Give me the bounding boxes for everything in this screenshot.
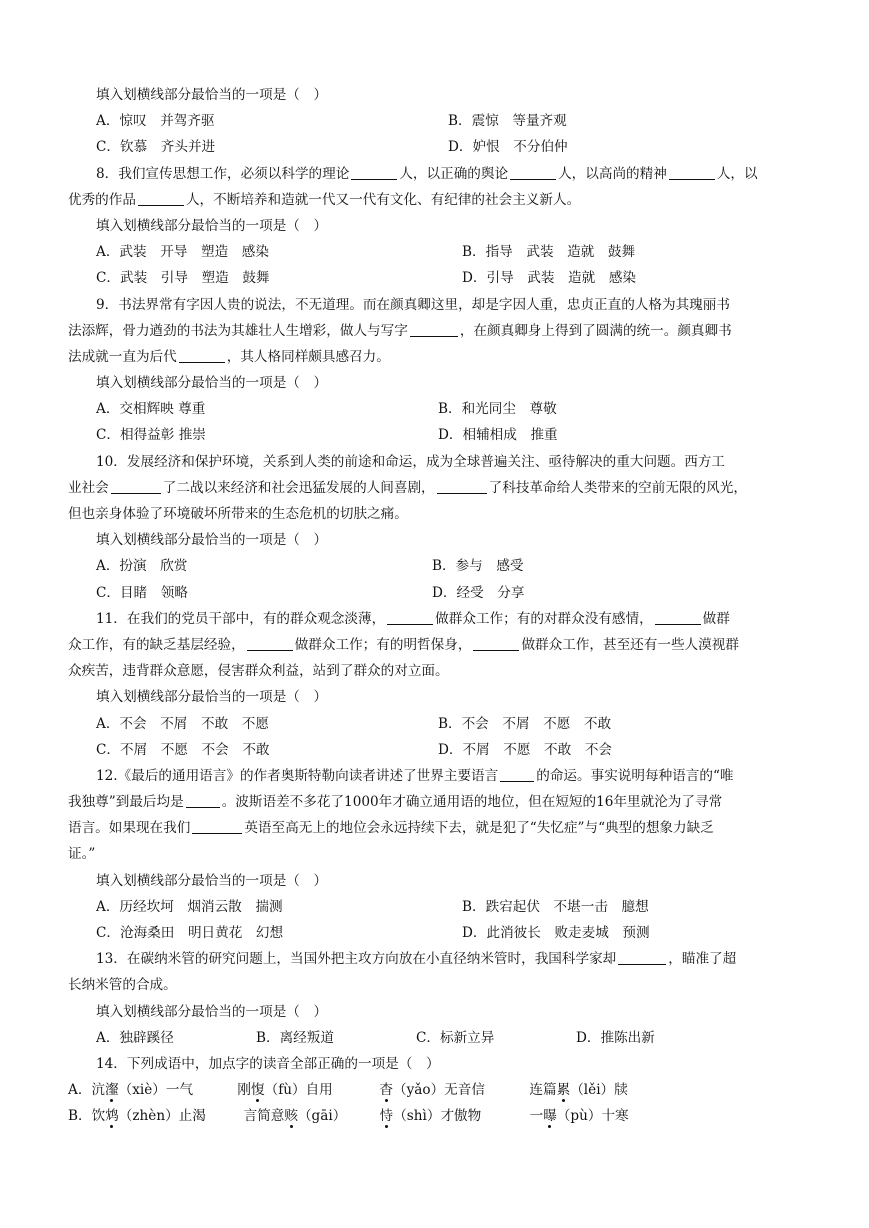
q8-options-row2	[68, 265, 806, 291]
q7-options-row2	[68, 134, 806, 160]
q12-option-c: C．沧海桑田 明日黄花 幻想	[96, 925, 284, 941]
idiom-text: （pù）十寒	[556, 1108, 629, 1125]
q9-text: ，在颜真卿身上得到了圆满的统一。颜真卿书	[459, 322, 732, 339]
idiom-text: 饮	[91, 1108, 106, 1125]
q10-prompt: 填入划横线部分最恰当的一项是（ ）	[96, 532, 328, 549]
q7-option-d: D．妒恨 不分伯仲	[448, 139, 568, 156]
q13-text: ，瞄准了超	[668, 951, 737, 968]
q13-option-d: D．推陈出新	[576, 1029, 655, 1046]
q10-text: 了科技革命给人类带来的空前无限的风光，	[488, 479, 747, 496]
q11-option-a: A．不会 不屑 不敢 不愿	[96, 715, 269, 732]
q11-options-row1	[68, 711, 806, 737]
q7-option-b: B．震惊 等量齐观	[448, 113, 567, 130]
idiom-text: （shì）才傲物	[393, 1108, 482, 1125]
idiom-item	[237, 1077, 379, 1103]
q12-stem-line4: 证。”	[68, 846, 96, 863]
q8-text: 8．我们宣传思想工作，必须以科学的理论	[96, 165, 350, 182]
q8-prompt: 填入划横线部分最恰当的一项是（ ）	[96, 217, 328, 234]
blank	[111, 477, 161, 494]
q12-text: 。波斯语差不多花了1000年才确立通用语的地位，但在短短的16年里就沦为了寻常	[221, 794, 723, 811]
idiom-item	[529, 1077, 627, 1103]
dotted-char: 曝	[543, 1108, 557, 1125]
q12-text: 英语至高无上的地位会永远持续下去，就是犯了“失忆症”与“典型的想象力缺乏	[244, 820, 714, 837]
q8-stem-line1	[68, 161, 806, 187]
blank	[437, 477, 487, 494]
q11-stem-line3: 众疾苦，违背群众意愿，侵害群众利益，站到了群众的对立面。	[68, 663, 449, 680]
q13-options-row	[68, 1025, 806, 1051]
q9-stem-line2	[68, 318, 806, 344]
dotted-char: 鸩	[105, 1108, 119, 1125]
q7-option-c: C．钦慕 齐头并进	[96, 139, 216, 156]
idiom-item	[92, 1103, 244, 1129]
q11-text: 做群	[702, 610, 730, 627]
q9-option-d: D．相辅相成 推重	[438, 427, 558, 444]
q11-prompt: 填入划横线部分最恰当的一项是（ ）	[96, 689, 328, 706]
idiom-text: （zhèn）止渴	[118, 1108, 206, 1125]
q9-options-row1	[68, 396, 806, 422]
q7-options-row1	[68, 108, 806, 134]
q13-stem-line1	[68, 946, 806, 972]
q12-options-row2	[68, 920, 806, 946]
q11-options-row2	[68, 737, 806, 763]
idiom-text: 一	[529, 1108, 544, 1125]
q10-stem-line1: 10．发展经济和保护环境，关系到人类的前途和命运，成为全球普遍关注、亟待解决的重大问题。西方工	[96, 453, 726, 470]
q10-text: 了二战以来经济和社会迅猛发展的人间喜剧，	[162, 479, 435, 496]
blank	[410, 320, 458, 337]
q12-stem-line1	[68, 763, 806, 789]
q11-option-c: C．不屑 不愿 不会 不敢	[96, 741, 270, 758]
blank	[387, 608, 433, 625]
dotted-char: 累	[556, 1082, 571, 1099]
q8-option-d: D．引导 武装 造就 感染	[462, 270, 637, 287]
dotted-char: 恃	[379, 1108, 394, 1125]
dotted-char: 愎	[251, 1082, 265, 1099]
idiom-text: （gāi）	[297, 1108, 347, 1125]
blank	[500, 765, 534, 782]
blank	[192, 817, 242, 834]
q9-text: 法成就一直为后代	[68, 348, 177, 365]
q8-text: 人，以高尚的精神	[558, 165, 667, 182]
idiom-text: 刚	[237, 1082, 252, 1099]
q12-text: 12.《最后的通用语言》的作者奥斯特勒向读者讲述了世界主要语言	[96, 767, 499, 784]
idiom-item	[379, 1077, 529, 1103]
idiom-text: （lěi）牍	[570, 1082, 628, 1099]
q8-text: 人，以正确的舆论	[399, 165, 509, 182]
idiom-text: （fù）自用	[264, 1082, 333, 1099]
q8-stem-line2	[68, 187, 806, 213]
q9-option-a: A．交相辉映 尊重	[96, 401, 206, 418]
q13-option-b: B．离经叛道	[256, 1029, 334, 1046]
q12-stem-line2	[68, 789, 806, 815]
q10-option-c: C．目睹 领略	[96, 584, 188, 601]
q10-text: 业社会	[68, 479, 109, 496]
q9-prompt: 填入划横线部分最恰当的一项是（ ）	[96, 375, 328, 392]
q8-text: 人，以	[716, 165, 758, 182]
q10-option-d: D．经受 分享	[432, 584, 525, 601]
q7-prompt: 填入划横线部分最恰当的一项是（ ）	[96, 87, 328, 103]
question-list	[68, 82, 806, 1130]
q10-options-row2	[68, 580, 806, 606]
q11-text: 做群众工作；有的明哲保身，	[294, 636, 472, 653]
idiom-text: （xiè）一气	[118, 1082, 194, 1099]
q9-stem-line1: 9．书法界常有字因人贵的说法，不无道理。而在颜真卿这里，却是字因人重，忠贞正直的人格为其瑰丽书	[96, 296, 730, 313]
q13-option-c: C．标新立异	[416, 1029, 495, 1046]
option-label: A．	[68, 1082, 92, 1099]
q10-stem-line3: 但也亲身体验了环境破坏所带来的生态危机的切肤之痛。	[68, 506, 408, 522]
q9-text: 法添辉，骨力遒劲的书法为其雄壮人生增彩，做人与写字	[68, 322, 408, 339]
q10-options-row1	[68, 553, 806, 579]
q14-option-b	[68, 1103, 806, 1129]
idiom-text: 言简意	[243, 1108, 285, 1125]
option-label: B．	[68, 1108, 92, 1125]
blank	[655, 608, 701, 625]
q11-text: 11．在我们的党员干部中，有的群众观念淡薄，	[96, 610, 386, 627]
q9-option-b: B．和光同尘 尊敬	[438, 401, 557, 418]
q12-stem-line3	[68, 815, 806, 841]
q8-options-row1	[68, 239, 806, 265]
idiom-item	[91, 1077, 237, 1103]
q9-option-c: C．相得益彰 推崇	[96, 427, 206, 444]
q7-option-a: A．惊叹 并驾齐驱	[96, 113, 215, 130]
q12-option-d: D．此消彼长 败走麦城 预测	[462, 925, 650, 941]
idiom-item	[530, 1103, 629, 1129]
q13-option-a: A．独辟蹊径	[96, 1029, 174, 1046]
idiom-text: （yǎo）无音信	[393, 1082, 485, 1099]
q14-stem: 14．下列成语中，加点字的读音全部正确的一项是（ ）	[96, 1055, 440, 1072]
q9-stem-line3	[68, 344, 806, 370]
q13-stem-line2: 长纳米管的合成。	[68, 977, 177, 994]
idiom-text: 沆	[91, 1082, 106, 1099]
idiom-item	[244, 1103, 380, 1129]
q8-text: 优秀的作品	[68, 191, 136, 208]
dotted-char: 杳	[379, 1082, 394, 1099]
q12-option-b: B．跌宕起伏 不堪一击 臆想	[462, 898, 649, 915]
blank	[186, 791, 220, 808]
idiom-item	[380, 1103, 530, 1129]
q8-option-c: C．武装 引导 塑造 鼓舞	[96, 270, 270, 287]
blank	[247, 634, 293, 651]
q10-option-b: B．参与 感受	[432, 558, 524, 575]
q8-text: 人，不断培养和造就一代又一代有文化、有纪律的社会主义新人。	[185, 191, 581, 208]
q14-option-a	[68, 1077, 806, 1103]
idiom-text: 连篇	[529, 1082, 557, 1099]
q12-option-a: A．历经坎坷 烟消云散 揣测	[96, 898, 283, 915]
q12-prompt: 填入划横线部分最恰当的一项是（ ）	[96, 872, 328, 889]
q11-option-b: B．不会 不屑 不愿 不敢	[438, 715, 612, 732]
q11-stem-line2	[68, 632, 806, 658]
q13-prompt: 填入划横线部分最恰当的一项是（ ）	[96, 1003, 328, 1020]
q9-options-row2	[68, 422, 806, 448]
blank	[473, 634, 519, 651]
q8-option-a: A．武装 开导 塑造 感染	[96, 244, 269, 261]
q10-option-a: A．扮演 欣赏	[96, 558, 188, 575]
blank	[510, 163, 556, 180]
q12-text: 我独尊”到最后均是	[68, 794, 184, 811]
q9-text: ，其人格同样颇具感召力。	[226, 348, 390, 365]
q11-text: 众工作，有的缺乏基层经验，	[68, 636, 245, 653]
dotted-char: 瀣	[105, 1082, 119, 1099]
q11-text: 做群众工作；有的对群众没有感情，	[435, 610, 653, 627]
q13-text: 13．在碳纳米管的研究问题上，当国外把主攻方向放在小直径纳米管时，我国科学家却	[96, 951, 617, 968]
q8-option-b: B．指导 武装 造就 鼓舞	[462, 244, 636, 261]
blank	[351, 163, 397, 180]
q12-text: 的命运。事实说明每种语言的“唯	[536, 767, 734, 784]
blank	[138, 189, 184, 206]
blank	[669, 163, 715, 180]
q11-stem-line1	[68, 606, 806, 632]
blank	[618, 948, 666, 965]
q12-text: 语言。如果现在我们	[68, 820, 191, 837]
q10-stem-line2	[68, 475, 806, 501]
blank	[179, 346, 225, 363]
q11-text: 做群众工作，甚至还有一些人漠视群	[521, 636, 739, 653]
dotted-char: 赅	[284, 1108, 298, 1125]
q11-option-d: D．不屑 不愿 不敢 不会	[438, 741, 613, 758]
q12-options-row1	[68, 894, 806, 920]
